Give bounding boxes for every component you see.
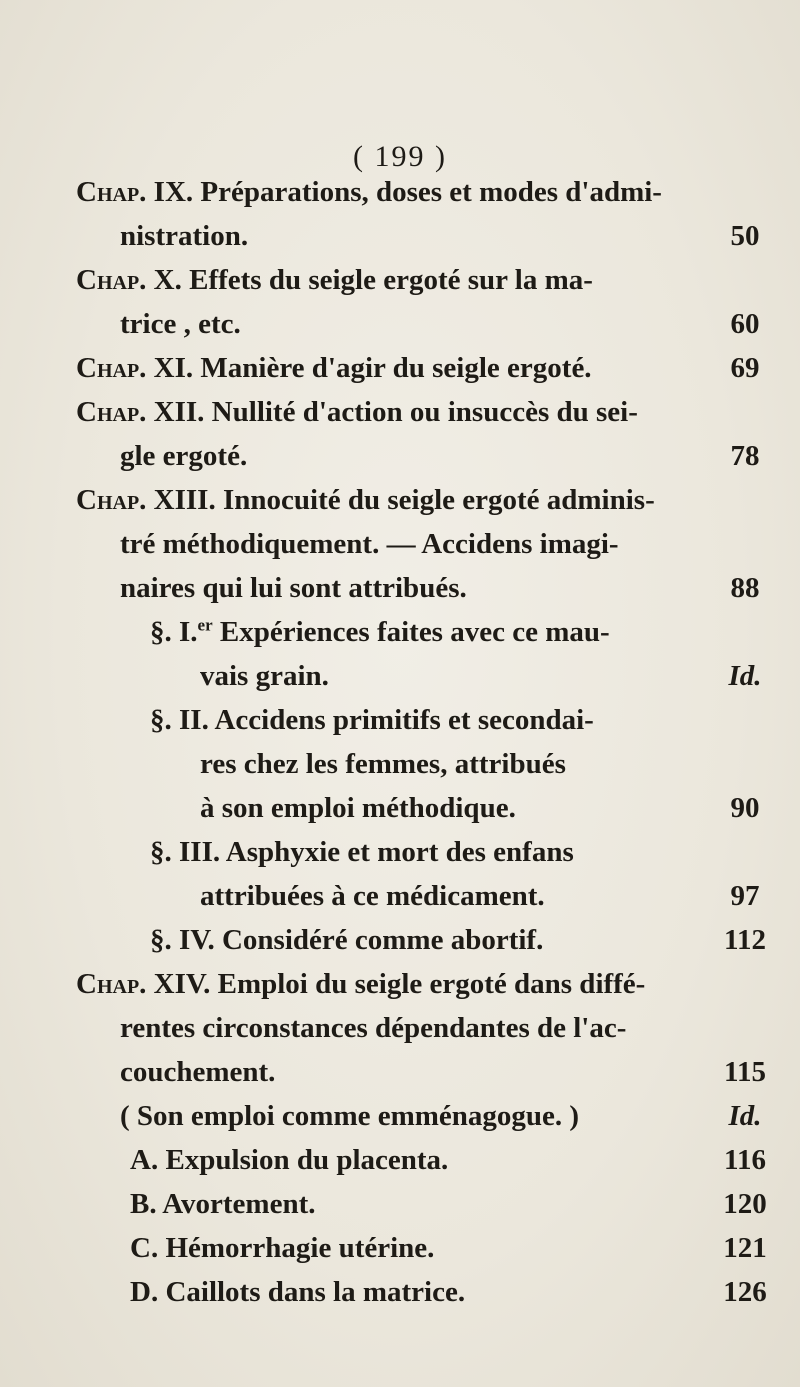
chap-label: Chap. bbox=[76, 352, 147, 384]
toc-line bbox=[76, 962, 645, 1006]
toc-line bbox=[76, 390, 638, 434]
toc-text: XII. Nullité d'action ou insuccès du sei- bbox=[153, 396, 638, 428]
toc-line: trice , etc. bbox=[120, 308, 241, 340]
toc-line: naires qui lui sont attribués. bbox=[120, 572, 467, 604]
chap-label: Chap. bbox=[76, 264, 147, 296]
toc-line: nistration. bbox=[120, 220, 249, 252]
toc-text: IX. Préparations, doses et modes d'admi- bbox=[153, 176, 662, 208]
toc-line: B. Avortement. bbox=[130, 1188, 316, 1220]
toc-line: couchement. bbox=[120, 1056, 276, 1088]
toc-text: XI. Manière d'agir du seigle ergoté. bbox=[153, 352, 592, 384]
toc-line: rentes circonstances dépendantes de l'ac- bbox=[120, 1012, 627, 1044]
toc-page-number: 116 bbox=[724, 1144, 766, 1176]
toc-page-number: 69 bbox=[730, 352, 760, 384]
toc-page-number: 60 bbox=[730, 308, 760, 340]
toc-line bbox=[150, 610, 610, 654]
toc-page-number: Id. bbox=[728, 1100, 762, 1132]
toc-page-number: 126 bbox=[723, 1276, 767, 1308]
toc-line: attribuées à ce médicament. bbox=[200, 880, 545, 912]
chap-label: Chap. bbox=[76, 484, 147, 516]
toc-line bbox=[76, 346, 592, 390]
toc-page-number: 115 bbox=[724, 1056, 766, 1088]
toc-page-number: 97 bbox=[730, 880, 760, 912]
toc-page-number: 88 bbox=[730, 572, 760, 604]
chap-label: Chap. bbox=[76, 176, 147, 208]
toc-text: XIV. Emploi du seigle ergoté dans diffé- bbox=[153, 968, 646, 1000]
toc-line: §. IV. Considéré comme abortif. bbox=[150, 924, 544, 956]
toc-text: Expériences faites avec ce mau- bbox=[212, 616, 610, 648]
toc-page-number: 121 bbox=[723, 1232, 767, 1264]
chap-label: Chap. bbox=[76, 968, 147, 1000]
toc-page-number: 90 bbox=[730, 792, 760, 824]
toc-line: D. Caillots dans la matrice. bbox=[130, 1276, 466, 1308]
toc-line: ( Son emploi comme emménagogue. ) bbox=[120, 1100, 580, 1132]
toc-line bbox=[76, 478, 655, 522]
toc-line: res chez les femmes, attribués bbox=[200, 748, 566, 780]
toc-line: gle ergoté. bbox=[120, 440, 248, 472]
toc-page-number: Id. bbox=[728, 660, 762, 692]
toc-page-number: 50 bbox=[730, 220, 760, 252]
toc-line: §. III. Asphyxie et mort des enfans bbox=[150, 836, 574, 868]
toc-page-number: 120 bbox=[723, 1188, 767, 1220]
toc-text: XIII. Innocuité du seigle ergoté adminis- bbox=[153, 484, 655, 516]
toc-line bbox=[76, 170, 662, 214]
toc-text: X. Effets du seigle ergoté sur la ma- bbox=[153, 264, 593, 296]
superscript: er bbox=[197, 615, 213, 635]
toc-page-number: 78 bbox=[730, 440, 760, 472]
toc-line bbox=[76, 258, 593, 302]
toc-line: à son emploi méthodique. bbox=[200, 792, 516, 824]
toc-line: C. Hémorrhagie utérine. bbox=[130, 1232, 435, 1264]
toc-line: vais grain. bbox=[200, 660, 329, 692]
section-label: §. I. bbox=[150, 616, 198, 648]
toc-line: §. II. Accidens primitifs et secondai- bbox=[150, 704, 594, 736]
page-number: ( 199 ) bbox=[353, 140, 447, 173]
toc-page-number: 112 bbox=[724, 924, 766, 956]
chap-label: Chap. bbox=[76, 396, 147, 428]
toc-line: A. Expulsion du placenta. bbox=[130, 1144, 449, 1176]
toc-line: tré méthodiquement. — Accidens imagi- bbox=[120, 528, 619, 560]
